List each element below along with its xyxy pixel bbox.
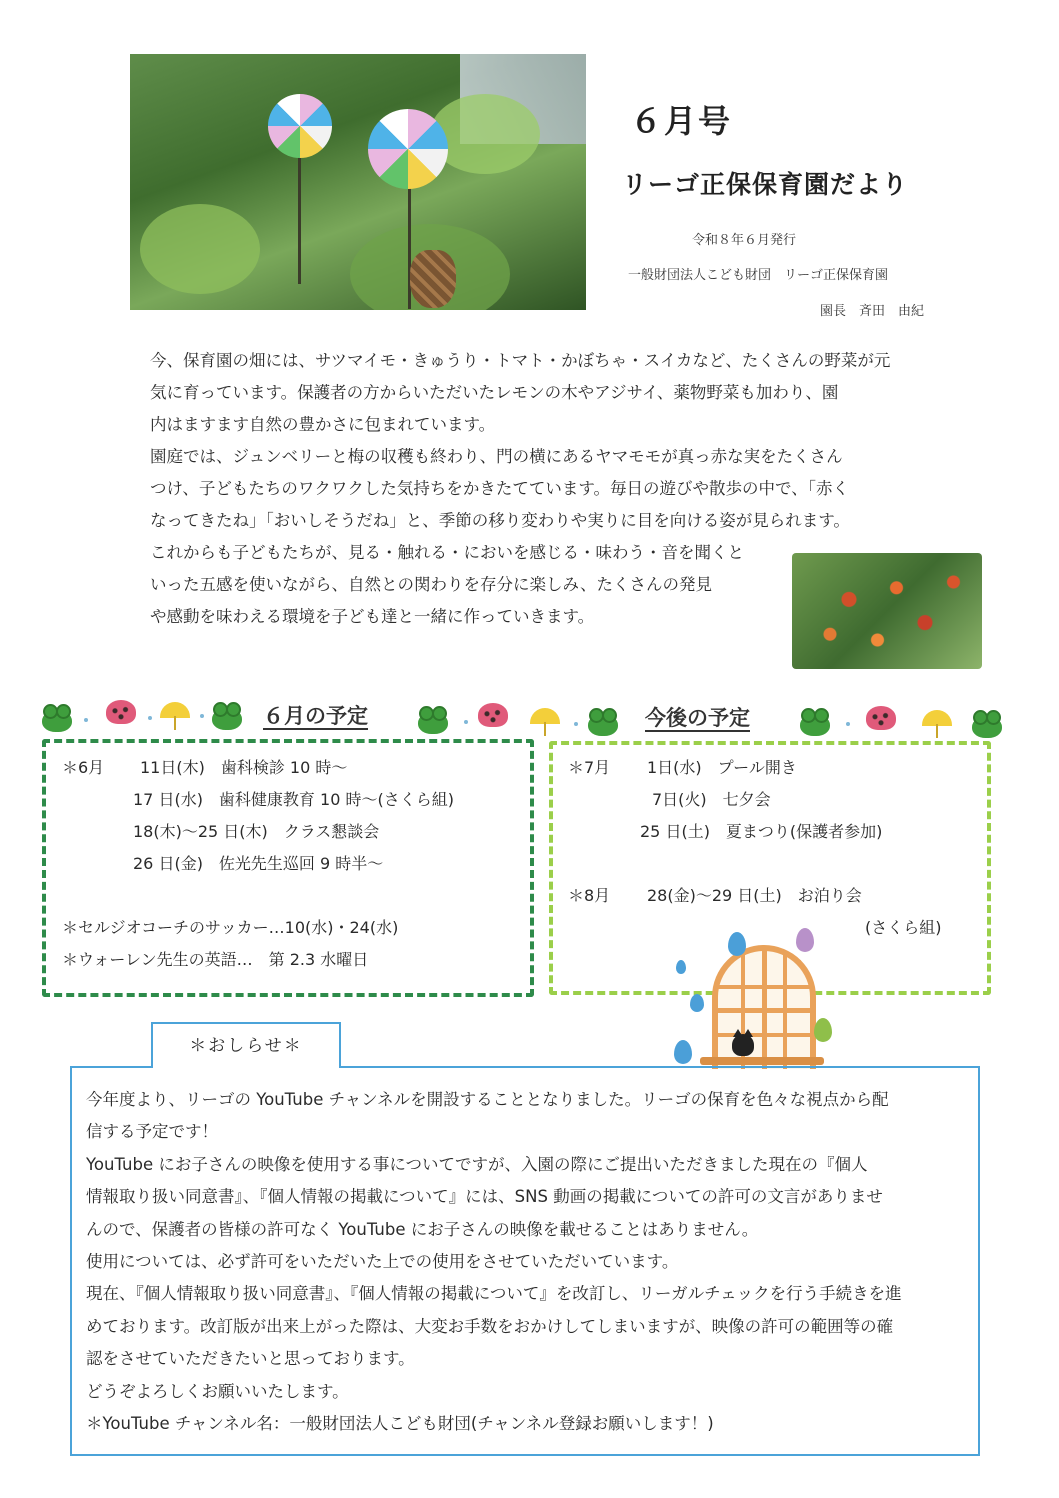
future-schedule-title: 今後の予定 [645,706,750,730]
intro-line: いった五感を使いながら、自然との関わりを存分に楽しみ、たくさんの発見 [150,575,712,594]
notice-line: 現在、『個人情報取り扱い同意書』、『個人情報の掲載について』を改訂し、リーガルチェックを行う手続きを進 [86,1284,902,1304]
notice-line: YouTube にお子さんの映像を使用する事についてですが、入園の際にご提出いただきました現在の『個人 [86,1154,868,1174]
newsletter-title: リーゴ正保保育園だより [622,170,909,199]
umbrella-icon [922,710,952,726]
umbrella-icon [530,708,560,724]
pinwheel-icon [368,109,448,189]
raindrop-icon [814,1018,832,1042]
june-extra: ＊セルジオコーチのサッカー…10(水)・24(水) [62,918,399,937]
decoration-dot [200,714,204,718]
notice-line: めております。改訂版が出来上がった際は、大変お手数をおかけしてしまいますが、映像の許可の範囲等の確 [86,1316,894,1336]
raindrop-icon [796,928,814,952]
frog-icon [418,712,448,734]
frog-icon [212,708,242,730]
frog-icon [972,716,1002,738]
july-event: 7日(火) 七夕会 [652,790,771,809]
foliage [140,204,260,294]
umbrella-icon [160,702,190,718]
pinwheel-icon [268,94,332,158]
aug-label: ＊8月 [568,886,611,905]
decoration-dot [464,720,468,724]
notice-line: ＊YouTube チャンネル名：一般財団法人こども財団(チャンネル登録お願いします！) [86,1414,714,1434]
june-schedule-title: ６月の予定 [263,704,368,728]
raindrop-icon [674,1040,692,1064]
notice-line: 今年度より、リーゴの YouTube チャンネルを開設することとなりました。リーゴの保育を色々な視点から配 [86,1090,889,1109]
june-event: 11日(木) 歯科検診 10 時～ [140,758,348,777]
decoration-dot [574,722,578,726]
notice-line: どうぞよろしくお願いいたします。 [86,1381,349,1401]
notice-line: 情報取り扱い同意書』、『個人情報の掲載について』には、SNS 動画の掲載についての許可の文言がありませ [86,1187,883,1207]
intro-line: や感動を味わえる環境を子ども達と一緒に作っていきます。 [150,607,595,626]
june-month-label: ＊6月 [62,758,105,777]
notice-text [86,1084,966,1440]
july-label: ＊7月 [568,758,611,777]
notice-line: んので、保護者の皆様の許可なく YouTube にお子さんの映像を載せることはありません。 [86,1219,759,1239]
issue-label: ６月号 [630,102,733,140]
raindrop-icon [690,994,704,1012]
frog-icon [42,710,72,732]
decoration-dot [84,718,88,722]
notice-line: 認をさせていただきたいと思っております。 [86,1349,415,1369]
intro-line: つけ、子どもたちのワクワクした気持ちをかきたてています。毎日の遊びや散歩の中で、「赤く [150,479,849,498]
decoration-dot [148,716,152,720]
ladybug-icon [478,703,508,727]
window-illustration [712,945,816,1069]
window-sill [700,1057,824,1065]
june-event: 26 日(金) 佐光先生巡回 9 時半～ [133,854,384,873]
july-event: 1日(水) プール開き [647,758,797,777]
bayberry-photo [792,553,982,669]
frog-icon [588,714,618,736]
intro-line: 気に育っています。保護者の方からいただいたレモンの木やアジサイ、薬物野菜も加わり、園 [150,383,839,402]
raindrop-icon [676,960,686,974]
intro-line: なってきたね」「おいしそうだね」と、季節の移り変わりや実りに目を向ける姿が見られます。 [150,511,850,530]
notice-line: 信する予定です！ [86,1122,218,1142]
intro-line: これからも子どもたちが、見る・触れる・においを感じる・味わう・音を聞くと [150,543,744,562]
issue-date: 令和８年６月発行 [692,233,797,248]
cat-icon [732,1034,754,1056]
director: 園長 斉田 由紀 [820,304,925,319]
frog-icon [800,714,830,736]
decoration-dot [846,722,850,726]
june-event: 17 日(水) 歯科健康教育 10 時～(さくら組) [133,790,454,809]
intro-line: 今、保育園の畑には、サツマイモ・きゅうり・トマト・かぼちゃ・スイカなど、たくさんの野菜が元 [150,351,891,370]
pinecone-icon [410,250,456,308]
publisher: 一般財団法人こども財団 リーゴ正保保育園 [628,268,889,283]
aug-event: 28(金)～29 日(土) お泊り会 [647,886,862,905]
june-event: 18(木)～25 日(木) クラス懇談会 [133,822,380,841]
notice-line: 使用については、必ず許可をいただいた上での使用をさせていただいています。 [86,1252,679,1272]
ladybug-icon [866,706,896,730]
foliage [430,94,540,174]
notice-title: ＊おしらせ＊ [151,1022,341,1068]
header-photo [130,54,586,310]
intro-line: 内はますます自然の豊かさに包まれています。 [150,415,496,434]
july-event: 25 日(土) 夏まつり(保護者参加) [640,822,883,841]
raindrop-icon [728,932,746,956]
aug-note: (さくら組) [865,918,942,937]
intro-line: 園庭では、ジュンベリーと梅の収穫も終わり、門の横にあるヤマモモが真っ赤な実をたくさん [150,447,843,466]
ladybug-icon [106,700,136,724]
june-extra: ＊ウォーレン先生の英語… 第 2.3 水曜日 [62,950,369,969]
